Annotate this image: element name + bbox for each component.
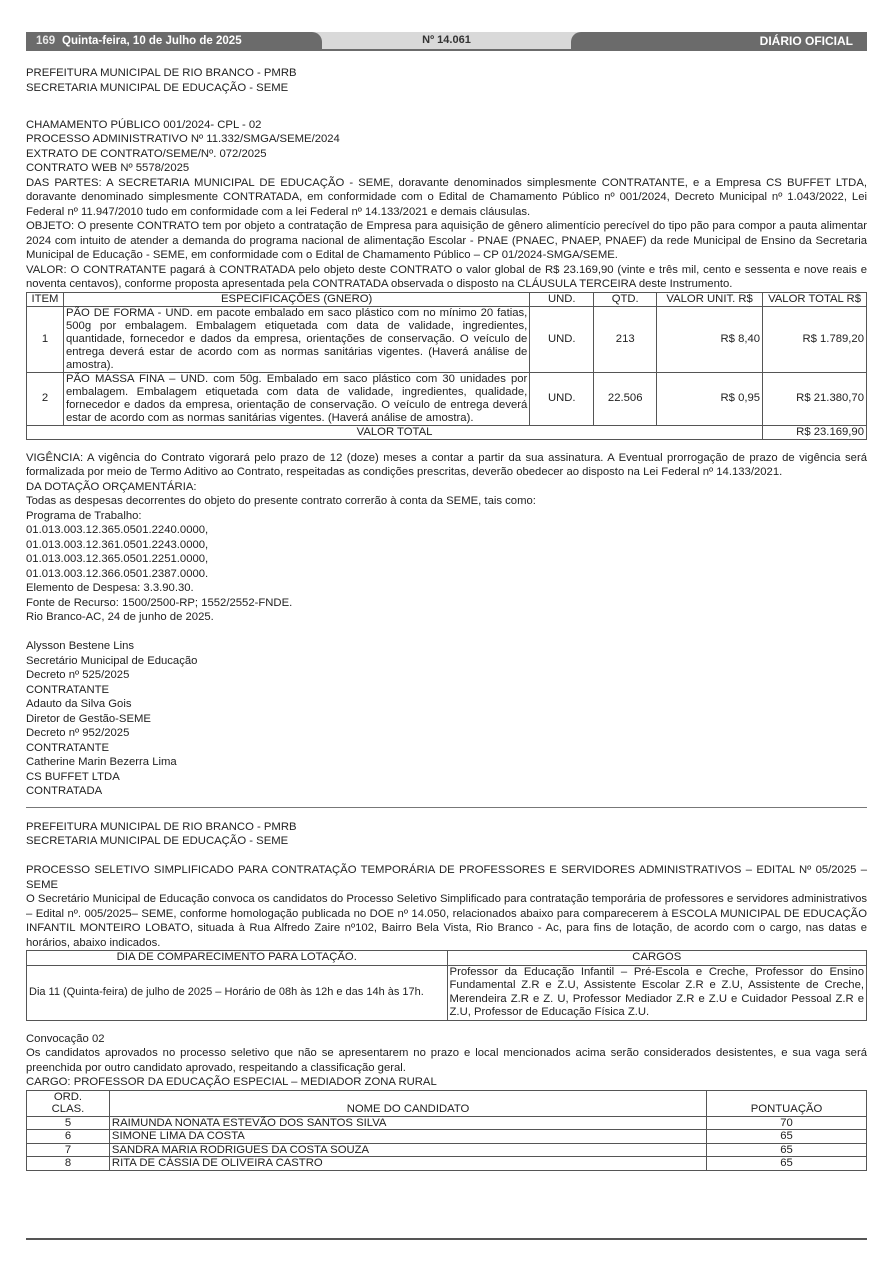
object-paragraph: OBJETO: O presente CONTRATO tem por objeto a contratação de Empresa para aquisição de gênero alimentício perecível do tipo pão para compor a pauta alimentar 2024 com intuito de atender a demanda do programa nacional de alimentação Escolar - PNAE (PNAEC, PNAEP, PNAEF) da rede Municipal de Ensino da Secretaria Municipal de Educação - SEME, em conformidade com o Edital de Chamamento Público – CP 01/2024-SMGA/SEME. (26, 220, 867, 261)
issue-date: Quinta-feira, 10 de Julho de 2025 (62, 35, 242, 47)
table-header: NOME DO CANDIDATO (109, 1090, 706, 1116)
issue-number: Nº 14.061 (422, 34, 471, 46)
item-spec: PÃO DE FORMA - UND. em pacote embalado em saco plástico com no mínimo 20 fatias, 500g por embalagem. Embalagem etiquetada com data de validade, ingredientes, quantidade, fornecedor e dados da empresa, orientações de conservação. O veículo de entrega deverá estar de acordo com as normas sanitárias vigentes. (Haverá análise de amostra). (63, 306, 529, 372)
budget-line: Fonte de Recurso: 1500/2500-RP; 1552/2552-FNDE. (26, 596, 293, 609)
parties-paragraph: DAS PARTES: A SECRETARIA MUNICIPAL DE EDUCAÇÃO - SEME, doravante denominados simplesmente CONTRATANTE, e a Empresa CS BUFFET LTDA, doravante denominado simplesmente CONTRATADA, em conformidade com o Edital de Chamamento Público nº 001/2024, Decreto Municipal nº 1.043/2022, Lei Federal nº 11.947/2010 tudo em conformidade com a lei Federal nº 14.133/2021 e demais cláusulas. (26, 176, 867, 218)
table-header: PONTUAÇÃO (707, 1090, 867, 1116)
process-line: CONTRATO WEB Nº 5578/2025 (26, 162, 190, 174)
total-value: R$ 23.169,90 (763, 425, 867, 439)
validity-paragraph: VIGÊNCIA: A vigência do Contrato vigorará pelo prazo de 12 (doze) meses a contar a partir da sua assinatura. A Eventual prorrogação de prazo de vigência será formalizada por meio de Termo Aditivo ao Contrato, respeitadas as condições prescritas, deverão obedecer ao disposto na Lei Federal nº 14.133/2021. (26, 451, 867, 478)
schedule-day: Dia 11 (Quinta-feira) de julho de 2025 – Horário de 08h às 12h e das 14h às 17h. (27, 965, 448, 1020)
table-header: DIA DE COMPARECIMENTO PARA LOTAÇÃO. (27, 951, 448, 966)
clas-header: CLAS. (51, 1103, 85, 1115)
schedule-positions: Professor da Educação Infantil – Pré-Escola e Creche, Professor do Ensino Fundamental Z.R e Z.U, Assistente Escolar Z.R e Z.U, Assistente de Creche, Merendeira Z.R e Z. U, Professor Mediador Z.R e Z.U e Cuidador Pessoal Z.R e Z.U, Professor de Educação Física Z.U. (447, 965, 866, 1020)
header-right-tab (571, 32, 867, 50)
candidate-score: 65 (707, 1143, 867, 1157)
selection-intro: O Secretário Municipal de Educação convoca os candidatos do Processo Seletivo Simplificado para contratação temporária de professores e servidores administrativos – Edital nº. 005/2025– SEME, conforme homologação publicada no DOE nº 14.050, relacionados abaixo para comparecerem à ESCOLA MUNICIPAL DE EDUCAÇÃO INFANTIL MONTEIRO LOBATO, situada à Rua Alfredo Zaire nº102, Bairro Bela Vista, Rio Branco - Ac, para fins de lotação, de acordo com o cargo, nas datas e horários, abaixo indicados. (26, 893, 867, 949)
table-header: ESPECIFICAÇÕES (GNERO) (63, 292, 529, 306)
signature-line: Secretário Municipal de Educação (26, 654, 198, 667)
budget-line: DA DOTAÇÃO ORÇAMENTÁRIA: (26, 480, 197, 493)
table-row (27, 1130, 867, 1144)
candidate-rank: 6 (27, 1130, 110, 1144)
table-header: CARGOS (447, 951, 866, 966)
candidate-name: RITA DE CÁSSIA DE OLIVEIRA CASTRO (109, 1157, 706, 1171)
items-table (26, 292, 867, 440)
org-line-1: PREFEITURA MUNICIPAL DE RIO BRANCO - PMRB (26, 820, 297, 833)
org-line-2: SECRETARIA MUNICIPAL DE EDUCAÇÃO - SEME (26, 835, 289, 847)
item-unit: UND. (530, 306, 594, 372)
candidates-table (26, 1090, 867, 1171)
org-line-2: SECRETARIA MUNICIPAL DE EDUCAÇÃO - SEME (26, 81, 289, 94)
budget-line: Programa de Trabalho: (26, 509, 142, 522)
signature-line: Alysson Bestene Lins (26, 640, 135, 652)
item-unit-price: R$ 8,40 (657, 306, 763, 372)
candidate-name: SANDRA MARIA RODRIGUES DA COSTA SOUZA (109, 1143, 706, 1157)
publication-name: DIÁRIO OFICIAL (759, 34, 853, 48)
table-header-row (27, 951, 867, 966)
process-line: EXTRATO DE CONTRATO/SEME/Nº. 072/2025 (26, 147, 267, 160)
signature-line: Adauto da Silva Gois (26, 698, 132, 710)
item-qty: 213 (594, 306, 657, 372)
process-line: PROCESSO ADMINISTRATIVO Nº 11.332/SMGA/SEME/2024 (26, 133, 340, 145)
table-row (27, 1143, 867, 1157)
signature-line: Diretor de Gestão-SEME (26, 712, 151, 725)
schedule-table (26, 950, 867, 1021)
signature-line: CS BUFFET LTDA (26, 770, 120, 783)
call-number: Convocação 02 (26, 1032, 105, 1045)
table-header: UND. (530, 292, 594, 306)
item-number: 1 (27, 306, 64, 372)
budget-line: 01.013.003.12.365.0501.2240.0000, (26, 524, 209, 536)
item-qty: 22.506 (594, 372, 657, 425)
candidate-name: RAIMUNDA NONATA ESTEVÃO DOS SANTOS SILVA (109, 1116, 706, 1130)
total-label: VALOR TOTAL (27, 425, 763, 439)
table-header-row (27, 292, 867, 306)
candidate-rank: 7 (27, 1143, 110, 1157)
candidate-rank: 5 (27, 1116, 110, 1130)
item-number: 2 (27, 372, 64, 425)
signature-line: Decreto nº 952/2025 (26, 727, 130, 739)
org-line-1: PREFEITURA MUNICIPAL DE RIO BRANCO - PMRB (26, 67, 297, 79)
budget-line: Todas as despesas decorrentes do objeto do presente contrato correrão à conta da SEME, tais como: (26, 495, 536, 507)
candidate-rank: 8 (27, 1157, 110, 1171)
ord-header: ORD. (53, 1090, 83, 1103)
signature-line: CONTRATADA (26, 785, 103, 797)
table-row (27, 372, 867, 425)
item-spec: PÃO MASSA FINA – UND. com 50g. Embalado em saco plástico com 30 unidades por embalagem. Embalagem etiquetada com data de validade, ingredientes, qualidade, fornecedor e dados da empresa, orientação de conservação. O veículo de entrega deverá estar de acordo com as normas sanitárias vigentes. (Haverá análise de amostra). (63, 372, 529, 425)
position-line: CARGO: PROFESSOR DA EDUCAÇÃO ESPECIAL – MEDIADOR ZONA RURAL (26, 1076, 437, 1088)
candidate-score: 65 (707, 1130, 867, 1144)
page-header (26, 32, 867, 50)
signature-line: Catherine Marin Bezerra Lima (26, 756, 177, 768)
table-header: QTD. (594, 292, 657, 306)
candidate-name: SIMONE LIMA DA COSTA (109, 1130, 706, 1144)
page-number: 169 (36, 35, 56, 47)
table-header: VALOR TOTAL R$ (763, 292, 867, 306)
budget-line: 01.013.003.12.366.0501.2387.0000. (26, 567, 209, 580)
value-paragraph: VALOR: O CONTRATANTE pagará à CONTRATADA pelo objeto deste CONTRATO o valor global de R$ 23.169,90 (vinte e três mil, cento e sessenta e nove reais e noventa centavos), conforme proposta apresentada pela CONTRATADA observada o disposto na CLÁUSULA TERCEIRA deste Instrumento. (26, 263, 867, 290)
selection-title: PROCESSO SELETIVO SIMPLIFICADO PARA CONTRATAÇÃO TEMPORÁRIA DE PROFESSORES E SERVIDORES ADMINISTRATIVOS – EDITAL Nº 05/2025 – SEME (26, 864, 867, 891)
table-row (27, 1157, 867, 1171)
table-row (27, 306, 867, 372)
budget-line: 01.013.003.12.361.0501.2243.0000, (26, 538, 209, 551)
signature-line: CONTRATANTE (26, 683, 110, 696)
budget-line: Elemento de Despesa: 3.3.90.30. (26, 582, 194, 594)
budget-line: Rio Branco-AC, 24 de junho de 2025. (26, 611, 214, 623)
candidate-score: 65 (707, 1157, 867, 1171)
candidate-score: 70 (707, 1116, 867, 1130)
table-row (27, 965, 867, 1020)
table-total-row (27, 425, 867, 439)
item-total: R$ 1.789,20 (763, 306, 867, 372)
item-total: R$ 21.380,70 (763, 372, 867, 425)
signature-line: CONTRATANTE (26, 741, 110, 754)
section-divider (26, 807, 867, 808)
call-notice: Os candidatos aprovados no processo seletivo que não se apresentarem no prazo e local mencionados acima serão considerados desistentes, e sua vaga será preenchida por outro candidato aprovado, respeitando a classificação geral. (26, 1047, 867, 1074)
page-footer-rule (26, 1238, 867, 1240)
budget-line: 01.013.003.12.365.0501.2251.0000, (26, 553, 209, 565)
process-line: CHAMAMENTO PÚBLICO 001/2024- CPL - 02 (26, 118, 262, 131)
page-content (26, 66, 867, 1171)
table-header: ITEM (27, 292, 64, 306)
table-header-row (27, 1090, 867, 1116)
item-unit: UND. (530, 372, 594, 425)
signature-line: Decreto nº 525/2025 (26, 669, 130, 681)
table-row (27, 1116, 867, 1130)
table-header (27, 1090, 110, 1116)
table-header: VALOR UNIT. R$ (657, 292, 763, 306)
item-unit-price: R$ 0,95 (657, 372, 763, 425)
